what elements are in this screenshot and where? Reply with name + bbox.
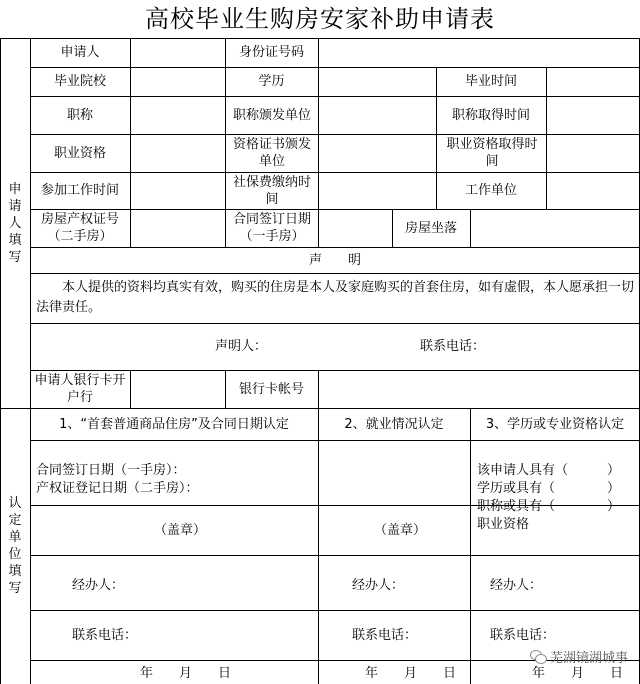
row-line: [30, 323, 640, 324]
label-phone: 联系电话：: [420, 339, 486, 354]
label-bank-account: 银行卡帐号: [238, 381, 304, 397]
label-applicant: 申请人: [60, 45, 100, 60]
handler-col1: 经办人：: [72, 577, 125, 593]
watermark: [530, 647, 628, 666]
seal-col2: （盖章）: [373, 522, 426, 538]
verify-has-line2: 学历或具有（ ）: [477, 481, 621, 496]
label-title-time: 职称取得时间: [451, 107, 530, 123]
label-cert-issuer: 资格证书颁发单位: [232, 137, 311, 169]
section-unit: 认 定 单 位 填 写: [8, 496, 22, 596]
label-school: 毕业院校: [53, 74, 106, 89]
label-title: 职称: [66, 107, 93, 123]
date-col1: 年 月 日: [140, 665, 232, 681]
label-qualification: 职业资格: [53, 145, 106, 161]
label-work-start: 参加工作时间: [40, 183, 119, 198]
verify-has-line1: 该申请人具有（ ）: [477, 463, 621, 478]
label-qual-time: 职业资格取得时间: [446, 137, 538, 169]
label-social-security: 社保费缴纳时间: [232, 174, 311, 207]
verify-has-line4: 职业资格: [477, 517, 530, 532]
label-title-issuer: 职称颁发单位: [232, 107, 311, 123]
col-line: [470, 209, 471, 247]
label-house-location: 房屋坐落: [404, 220, 457, 236]
label-property-cert: 房屋产权证号（二手房）: [40, 212, 119, 244]
col-line: [130, 38, 131, 247]
label-contract-date: 合同签订日期（一手房）: [232, 212, 311, 244]
col-line: [130, 370, 131, 408]
seal-col1: （盖章）: [153, 522, 206, 538]
chat-bubbles-icon: [530, 650, 546, 664]
handler-col3: 经办人：: [490, 577, 543, 593]
date-col3: 年 月 日: [532, 665, 624, 681]
verify-col1-header: 1、“首套普通商品住房”及合同日期认定: [59, 416, 289, 432]
verify-col3-header: 3、学历或专业资格认定: [485, 416, 625, 432]
declaration-heading: 声 明: [308, 252, 361, 268]
label-declarant: 声明人：: [215, 339, 268, 354]
col-line: [318, 38, 319, 247]
declaration-text: 本人提供的资料均真实有效，购买的住房是本人及家庭购买的首套住房，如有虚假，本人愿承担一切法律责任。: [36, 280, 635, 315]
col-line: [546, 67, 547, 209]
label-work-unit: 工作单位: [464, 183, 517, 198]
verify-contract-date: 合同签订日期（一手房）：: [36, 463, 186, 478]
date-col2: 年 月 日: [365, 665, 457, 681]
form-title: 高校毕业生购房安家补助申请表: [145, 5, 495, 33]
row-line: [30, 555, 640, 556]
col-line: [318, 408, 319, 684]
label-grad-time: 毕业时间: [464, 74, 517, 89]
label-degree: 学历: [258, 74, 285, 89]
watermark-text: 芜湖镜湖城事: [549, 651, 628, 666]
verify-has-line3: 职称或具有（ ）: [477, 499, 621, 514]
col-line: [318, 370, 319, 408]
label-id-number: 身份证号码: [238, 45, 304, 60]
row-line: [30, 440, 640, 441]
verify-col2-header: 2、就业情况认定: [344, 416, 444, 432]
verify-register-date: 产权证登记日期（二手房）：: [36, 481, 199, 496]
phone-col1: 联系电话：: [72, 627, 138, 643]
section-applicant: 申 请 人 填 写: [8, 181, 22, 265]
phone-col2: 联系电话：: [352, 627, 418, 643]
row-line: [30, 273, 640, 274]
row-line: [30, 610, 640, 611]
col-line: [470, 408, 471, 684]
label-bank: 申请人银行卡开户行: [34, 373, 126, 405]
phone-col3: 联系电话：: [490, 627, 556, 643]
handler-col2: 经办人：: [352, 577, 405, 593]
